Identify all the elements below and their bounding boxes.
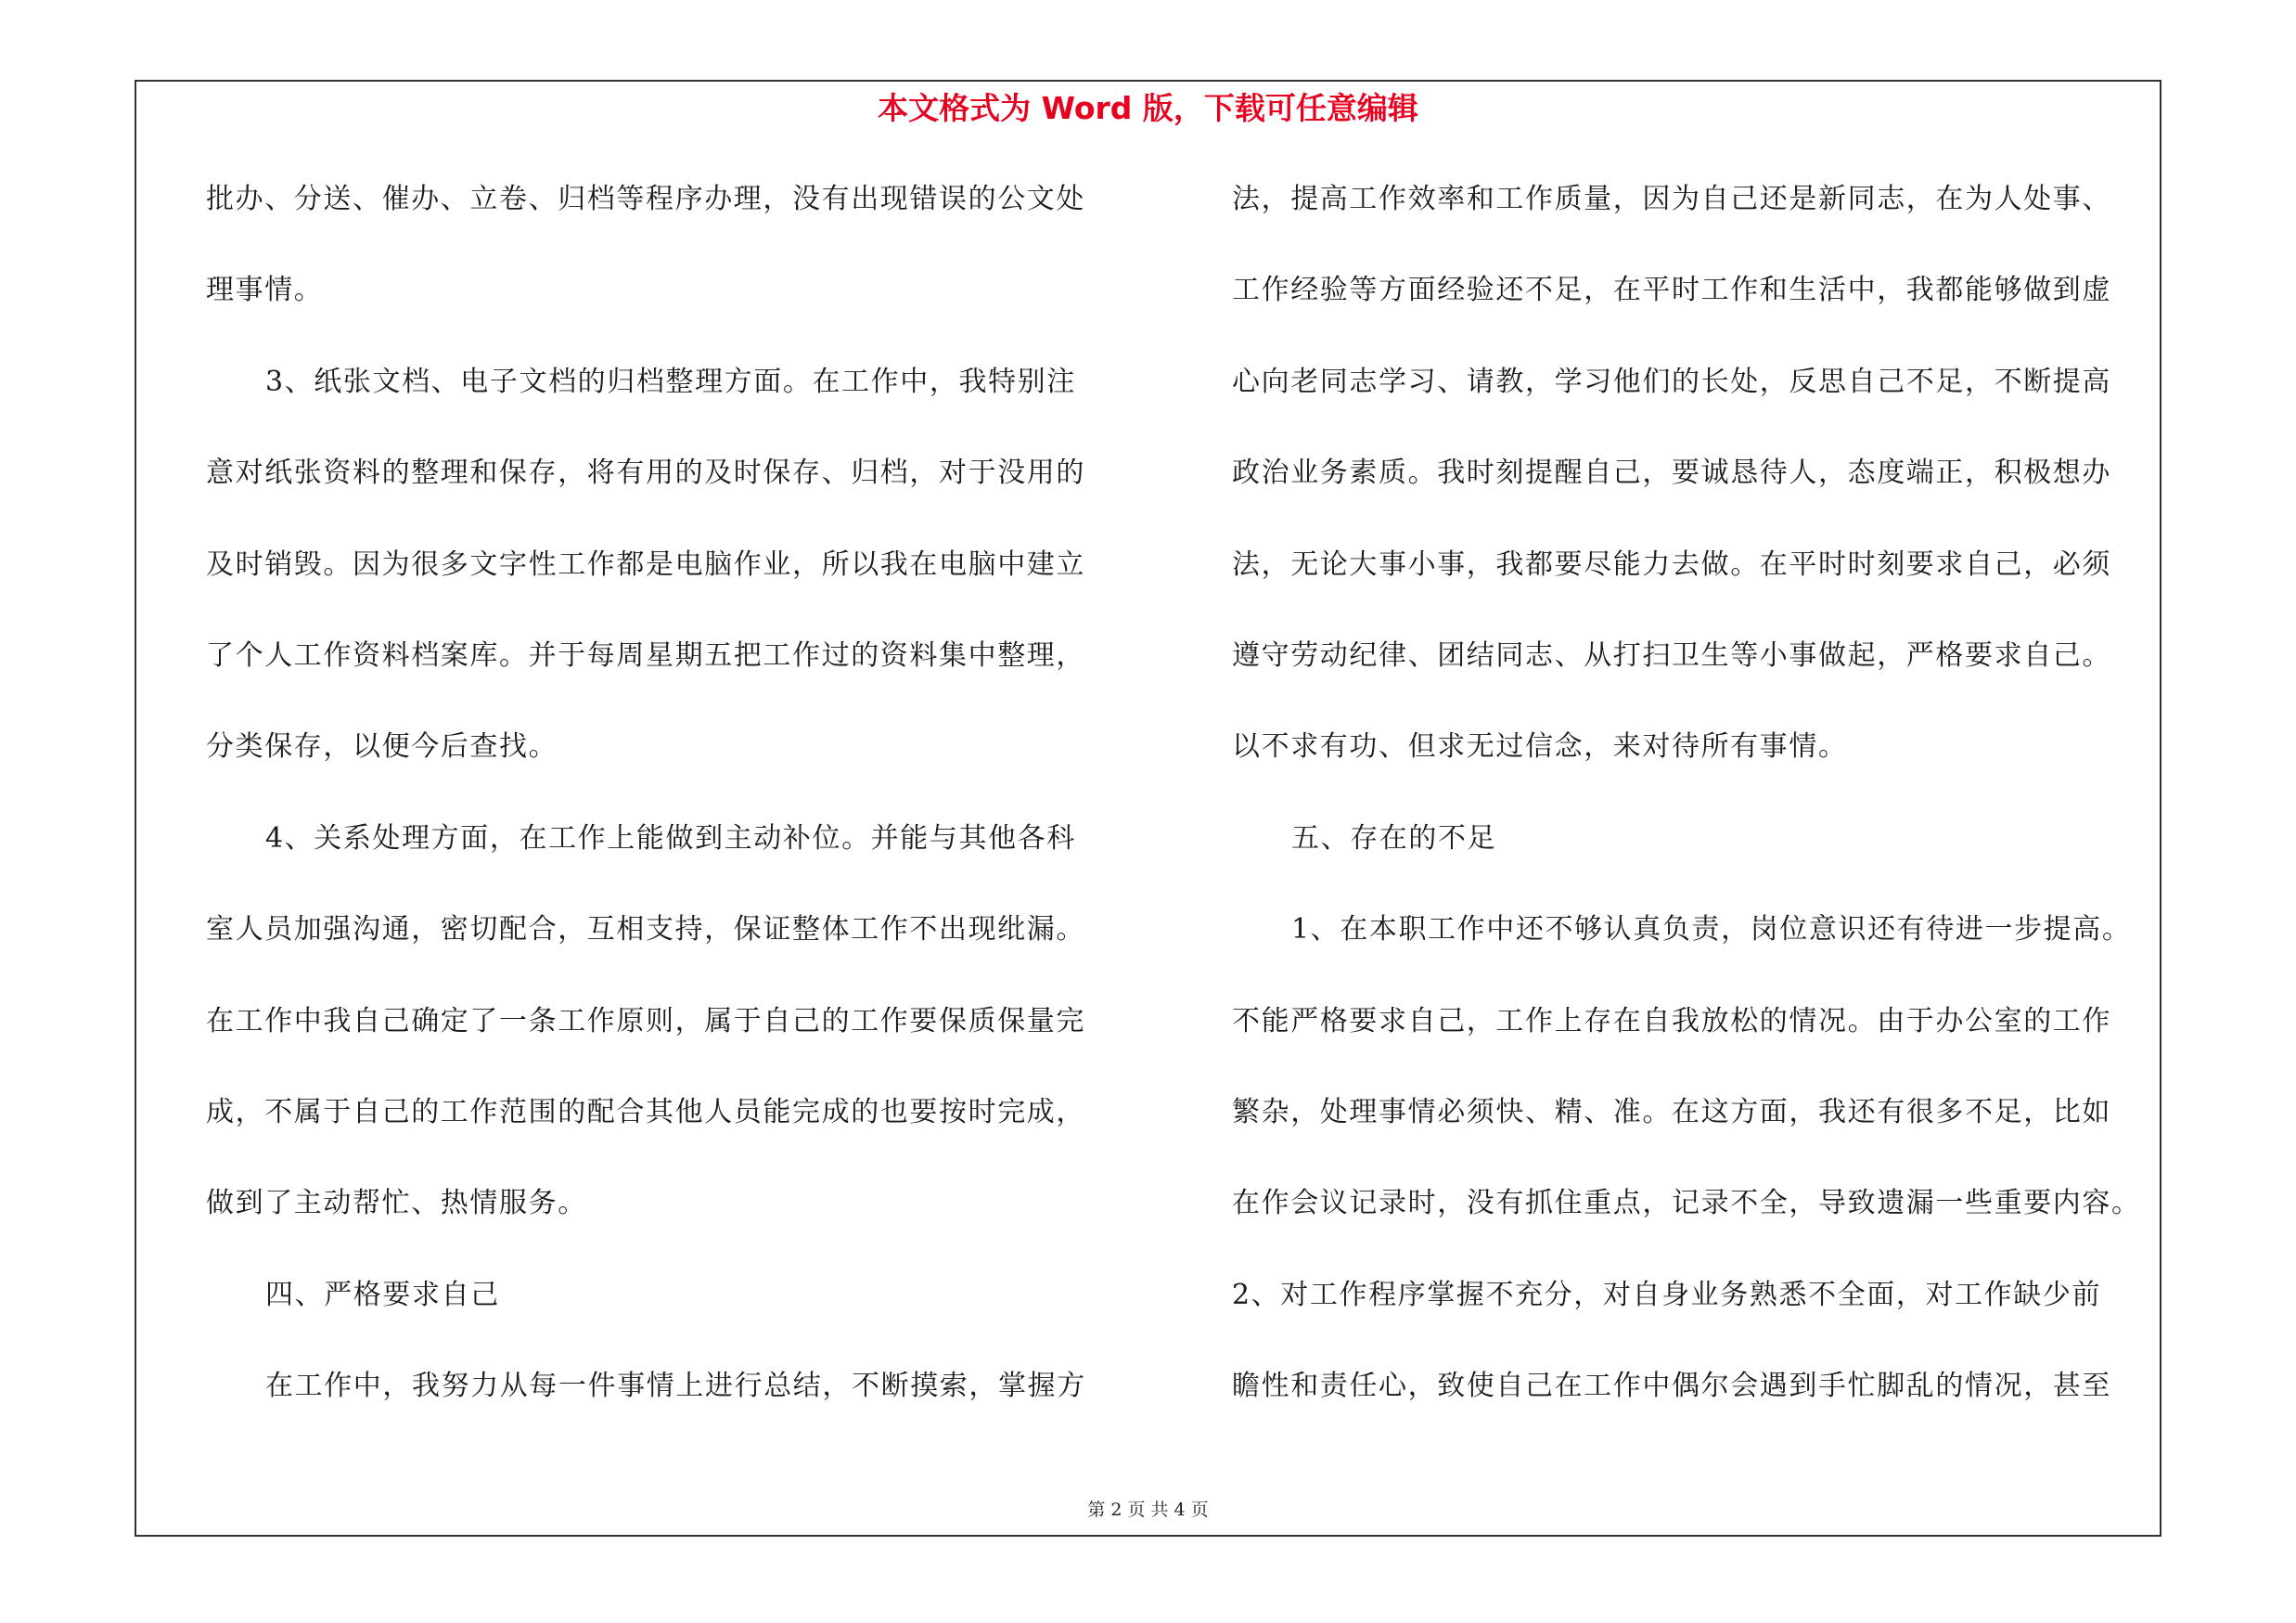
header-banner: 本文格式为 Word 版，下载可任意编辑 <box>878 90 1418 126</box>
text-line: 在工作中我自己确定了一条工作原则，属于自己的工作要保质保量完 <box>206 1004 1085 1037</box>
footer-prefix: 第 <box>1087 1500 1106 1520</box>
text-line: 在作会议记录时，没有抓住重点，记录不全，导致遗漏一些重要内容。 <box>1232 1187 2141 1220</box>
text-line: 四、严格要求自己 <box>265 1278 500 1311</box>
text-line: 意对纸张资料的整理和保存，将有用的及时保存、归档，对于没用的 <box>206 457 1085 490</box>
footer-total-pages: 4 <box>1174 1500 1186 1520</box>
text-line: 工作经验等方面经验还不足，在平时工作和生活中，我都能够做到虚 <box>1232 274 2111 307</box>
footer-middle: 页 共 <box>1127 1500 1169 1520</box>
text-line: 政治业务素质。我时刻提醒自己，要诚恳待人，态度端正，积极想办 <box>1232 457 2111 490</box>
text-line: 五、存在的不足 <box>1291 821 1497 855</box>
text-line: 室人员加强沟通，密切配合，互相支持，保证整体工作不出现纰漏。 <box>206 913 1085 947</box>
page-footer <box>135 1498 2161 1522</box>
text-line: 法，无论大事小事，我都要尽能力去做。在平时时刻要求自己，必须 <box>1232 547 2111 581</box>
text-line: 在工作中，我努力从每一件事情上进行总结，不断摸索，掌握方 <box>265 1370 1086 1403</box>
text-line: 3、纸张文档、电子文档的归档整理方面。在工作中，我特别注 <box>265 365 1076 398</box>
text-line: 心向老同志学习、请教，学习他们的长处，反思自己不足，不断提高 <box>1232 365 2111 398</box>
text-line: 遵守劳动纪律、团结同志、从打扫卫生等小事做起，严格要求自己。 <box>1232 638 2111 672</box>
text-line: 批办、分送、催办、立卷、归档等程序办理，没有出现错误的公文处 <box>206 183 1085 215</box>
text-line: 4、关系处理方面，在工作上能做到主动补位。并能与其他各科 <box>265 821 1076 855</box>
text-line: 繁杂，处理事情必须快、精、准。在这方面，我还有很多不足，比如 <box>1232 1095 2111 1128</box>
text-line: 及时销毁。因为很多文字性工作都是电脑作业，所以我在电脑中建立 <box>206 547 1085 581</box>
text-line: 了个人工作资料档案库。并于每周星期五把工作过的资料集中整理， <box>206 638 1085 672</box>
text-line: 瞻性和责任心，致使自己在工作中偶尔会遇到手忙脚乱的情况，甚至 <box>1232 1370 2111 1403</box>
footer-page-number: 2 <box>1110 1500 1122 1520</box>
text-line: 法，提高工作效率和工作质量，因为自己还是新同志，在为人处事、 <box>1232 183 2111 215</box>
text-line: 不能严格要求自己，工作上存在自我放松的情况。由于办公室的工作 <box>1232 1004 2111 1037</box>
text-line: 成，不属于自己的工作范围的配合其他人员能完成的也要按时完成， <box>206 1095 1085 1128</box>
text-line: 以不求有功、但求无过信念，来对待所有事情。 <box>1232 730 1848 764</box>
text-line: 理事情。 <box>206 274 324 307</box>
left-column <box>206 183 1134 1463</box>
text-line: 分类保存，以便今后查找。 <box>206 730 558 764</box>
right-column <box>1232 183 2160 1463</box>
footer-suffix: 页 <box>1190 1500 1209 1520</box>
text-line: 做到了主动帮忙、热情服务。 <box>206 1187 587 1220</box>
text-line: 1、在本职工作中还不够认真负责，岗位意识还有待进一步提高。 <box>1291 913 2132 947</box>
text-line: 2、对工作程序掌握不充分，对自身业务熟悉不全面，对工作缺少前 <box>1232 1278 2102 1311</box>
